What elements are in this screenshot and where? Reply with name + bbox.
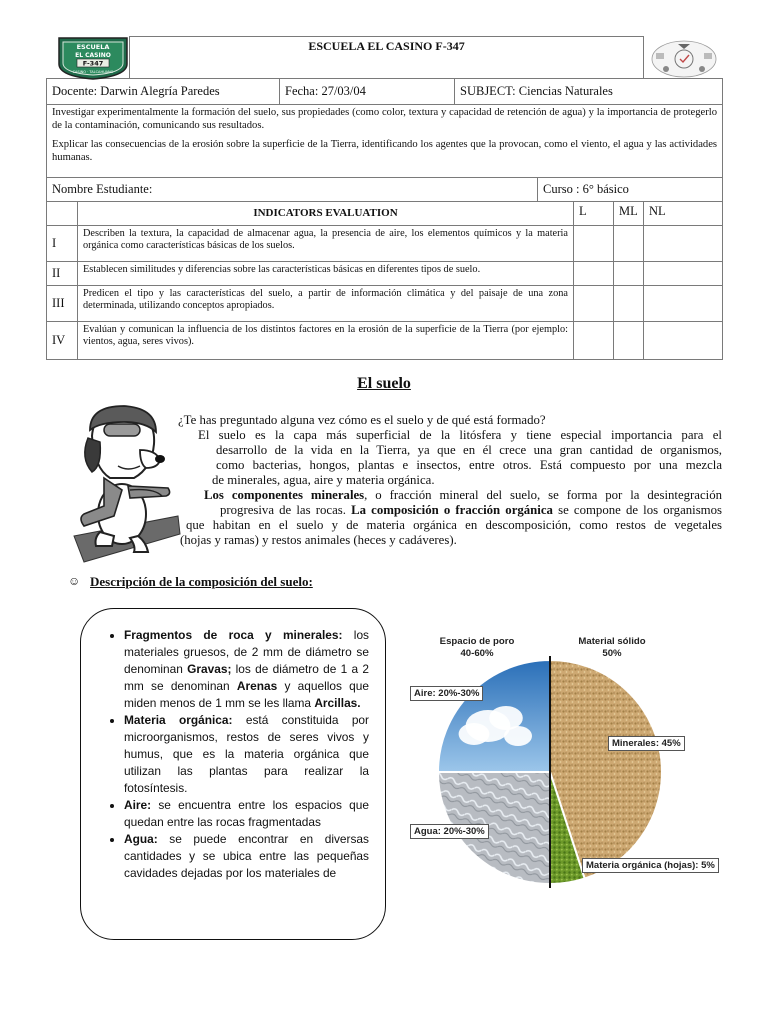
indicators-heading: INDICATORS EVALUATION — [78, 202, 574, 226]
slice-label-agua: Agua: 20%-30% — [410, 824, 489, 839]
course-field: Curso : 6° básico — [538, 178, 723, 202]
organic-line-4: (hojas y ramas) y restos animales (heces y cadáveres). — [180, 533, 457, 547]
indicator-text: Evalúan y comunican la influencia de los distintos factores en la erosión de la superficie de la Tierra (por ejemplo: vientos, agua, seres vivos). — [78, 322, 574, 360]
item-text: los materiales gruesos, de 2 mm de diámetro se denominan — [124, 628, 369, 676]
list-item — [124, 797, 369, 831]
item-text: y aquellos que miden menos de 1 mm se les llama — [124, 679, 369, 710]
check-NL[interactable] — [644, 226, 723, 262]
composition-subheading: Descripción de la composición del suelo: — [90, 574, 313, 589]
date-field: Fecha: 27/03/04 — [280, 79, 455, 105]
student-name-field[interactable]: Nombre Estudiante: — [47, 178, 538, 202]
organic-term: La composición o fracción orgánica — [351, 503, 553, 517]
logo-text-1: ESCUELA — [76, 42, 109, 51]
header-table — [46, 36, 723, 360]
check-L[interactable] — [574, 322, 614, 360]
slice-label-materia-organica: Materia orgánica (hojas): 5% — [582, 858, 719, 873]
solid-material-name: Material sólido — [578, 636, 646, 647]
indicator-row — [47, 226, 723, 262]
indicator-num: I — [47, 226, 78, 262]
cloud-shape — [459, 723, 490, 745]
composition-list — [107, 627, 369, 882]
col-L: L — [574, 202, 614, 226]
check-ML[interactable] — [614, 286, 644, 322]
organic-pre: progresiva de las rocas. — [220, 503, 346, 517]
check-L[interactable] — [574, 262, 614, 286]
subject-field: SUBJECT: Ciencias Naturales — [455, 79, 723, 105]
item-text: está constituida por microorganismos, restos de seres vivos y humus, que es la materia orgánica que utilizan las plantas para realizar la fotosíntesis. — [124, 713, 369, 795]
logo-text-3: F-347 — [82, 59, 103, 67]
check-NL[interactable] — [644, 262, 723, 286]
organic-line — [220, 503, 722, 518]
logo-text-4: CASINO · TALCAHUANO — [72, 69, 113, 74]
col-ML: ML — [614, 202, 644, 226]
indicator-num: IV — [47, 322, 78, 360]
objective-1: Investigar experimentalmente la formación del suelo, sus propiedades (como color, textura y capacidad de retención de agua) y la importancia de protegerlo de la contaminación, comunicando sus resultados. — [52, 107, 718, 131]
item-term: Materia orgánica: — [124, 713, 233, 727]
education-emblem-icon — [648, 38, 720, 80]
check-L[interactable] — [574, 286, 614, 322]
right-emblem-cell — [644, 37, 723, 79]
intro-line-1: El suelo es la capa más superficial de la litósfera y tiene especial importancia para el — [198, 428, 722, 442]
check-ML[interactable] — [614, 322, 644, 360]
minerals-term: Los componentes minerales — [204, 488, 365, 502]
list-item — [124, 712, 369, 797]
list-item — [124, 627, 369, 712]
item-text: los de diámetro de 1 a 2 mm se denominan — [124, 662, 369, 693]
objectives-cell — [47, 105, 723, 178]
indicator-num: III — [47, 286, 78, 322]
check-L[interactable] — [574, 226, 614, 262]
cloud-shape — [504, 726, 532, 746]
school-crest-logo — [53, 34, 133, 80]
item-text: se encuentra entre los espacios que quedan entre las rocas fragmentadas — [124, 798, 369, 829]
indicator-text: Predicen el tipo y las características del suelo, a partir de información climática y del paisaje de una zona determinada, utilizando conceptos apropiados. — [78, 286, 574, 322]
indicator-num: II — [47, 262, 78, 286]
item-text: se puede encontrar en diversas cantidades y se ubica entre las pequeñas cavidades dejadas por los materiales de — [124, 832, 369, 880]
indicator-row — [47, 262, 723, 286]
item-term: Fragmentos de roca y minerales: — [124, 628, 343, 642]
slice-label-aire: Aire: 20%-30% — [410, 686, 483, 701]
organic-line-3: que habitan en el suelo y de materia orgánica en descomposición, como restos de vegetales — [186, 518, 722, 532]
school-logo-cell — [47, 37, 130, 79]
check-ML[interactable] — [614, 262, 644, 286]
logo-text-2: EL CASINO — [74, 51, 111, 59]
composition-box — [80, 608, 386, 940]
indicator-num-header — [47, 202, 78, 226]
item-term: Arenas — [236, 679, 278, 693]
indicator-text: Describen la textura, la capacidad de almacenar agua, la presencia de aire, los elementos químicos y la materia orgánica como características básicas de los suelos. — [78, 226, 574, 262]
snoopy-aviator-illustration — [70, 402, 182, 568]
slice-label-minerales: Minerales: 45% — [608, 736, 685, 751]
pore-space-name: Espacio de poro — [439, 636, 515, 647]
indicator-row — [47, 322, 723, 360]
smiley-bullet-icon: ☺ — [68, 574, 81, 588]
school-name: ESCUELA EL CASINO F-347 — [130, 37, 644, 79]
item-term: Gravas; — [187, 662, 232, 676]
list-item — [124, 831, 369, 882]
item-term: Agua: — [124, 832, 158, 846]
objective-2: Explicar las consecuencias de la erosión sobre la superficie de la Tierra, identificando los agentes que la provocan, como el viento, el agua y las actividades humanas. — [52, 138, 718, 163]
organic-def: se compone de los organismos — [558, 503, 723, 517]
indicator-text: Establecen similitudes y diferencias sobre las características básicas en diferentes tipos de suelo. — [78, 262, 574, 286]
check-ML[interactable] — [614, 226, 644, 262]
pore-space-value: 40-60% — [460, 648, 494, 659]
item-term: Arcillas. — [314, 696, 361, 710]
col-NL: NL — [644, 202, 723, 226]
minerals-def: , o fracción mineral del suelo, se forma por la desintegración — [364, 488, 722, 502]
check-NL[interactable] — [644, 286, 723, 322]
minerals-line — [204, 488, 722, 503]
intro-line-3: como bacterias, hongos, plantas e insectos, entre otros. Está compuesto por una mezcla — [216, 458, 722, 472]
item-term: Aire: — [124, 798, 152, 812]
check-NL[interactable] — [644, 322, 723, 360]
intro-line-4: de minerales, agua, aire y materia orgánica. — [212, 473, 435, 487]
teacher-field: Docente: Darwin Alegría Paredes — [47, 79, 280, 105]
indicator-row — [47, 286, 723, 322]
intro-line-2: desarrollo de la vida en la Tierra, ya que en él crece una gran cantidad de organismos, — [216, 443, 722, 457]
solid-material-value: 50% — [602, 648, 622, 659]
page-title: El suelo — [357, 375, 411, 392]
intro-question: ¿Te has preguntado alguna vez cómo es el suelo y de qué está formado? — [178, 413, 546, 427]
